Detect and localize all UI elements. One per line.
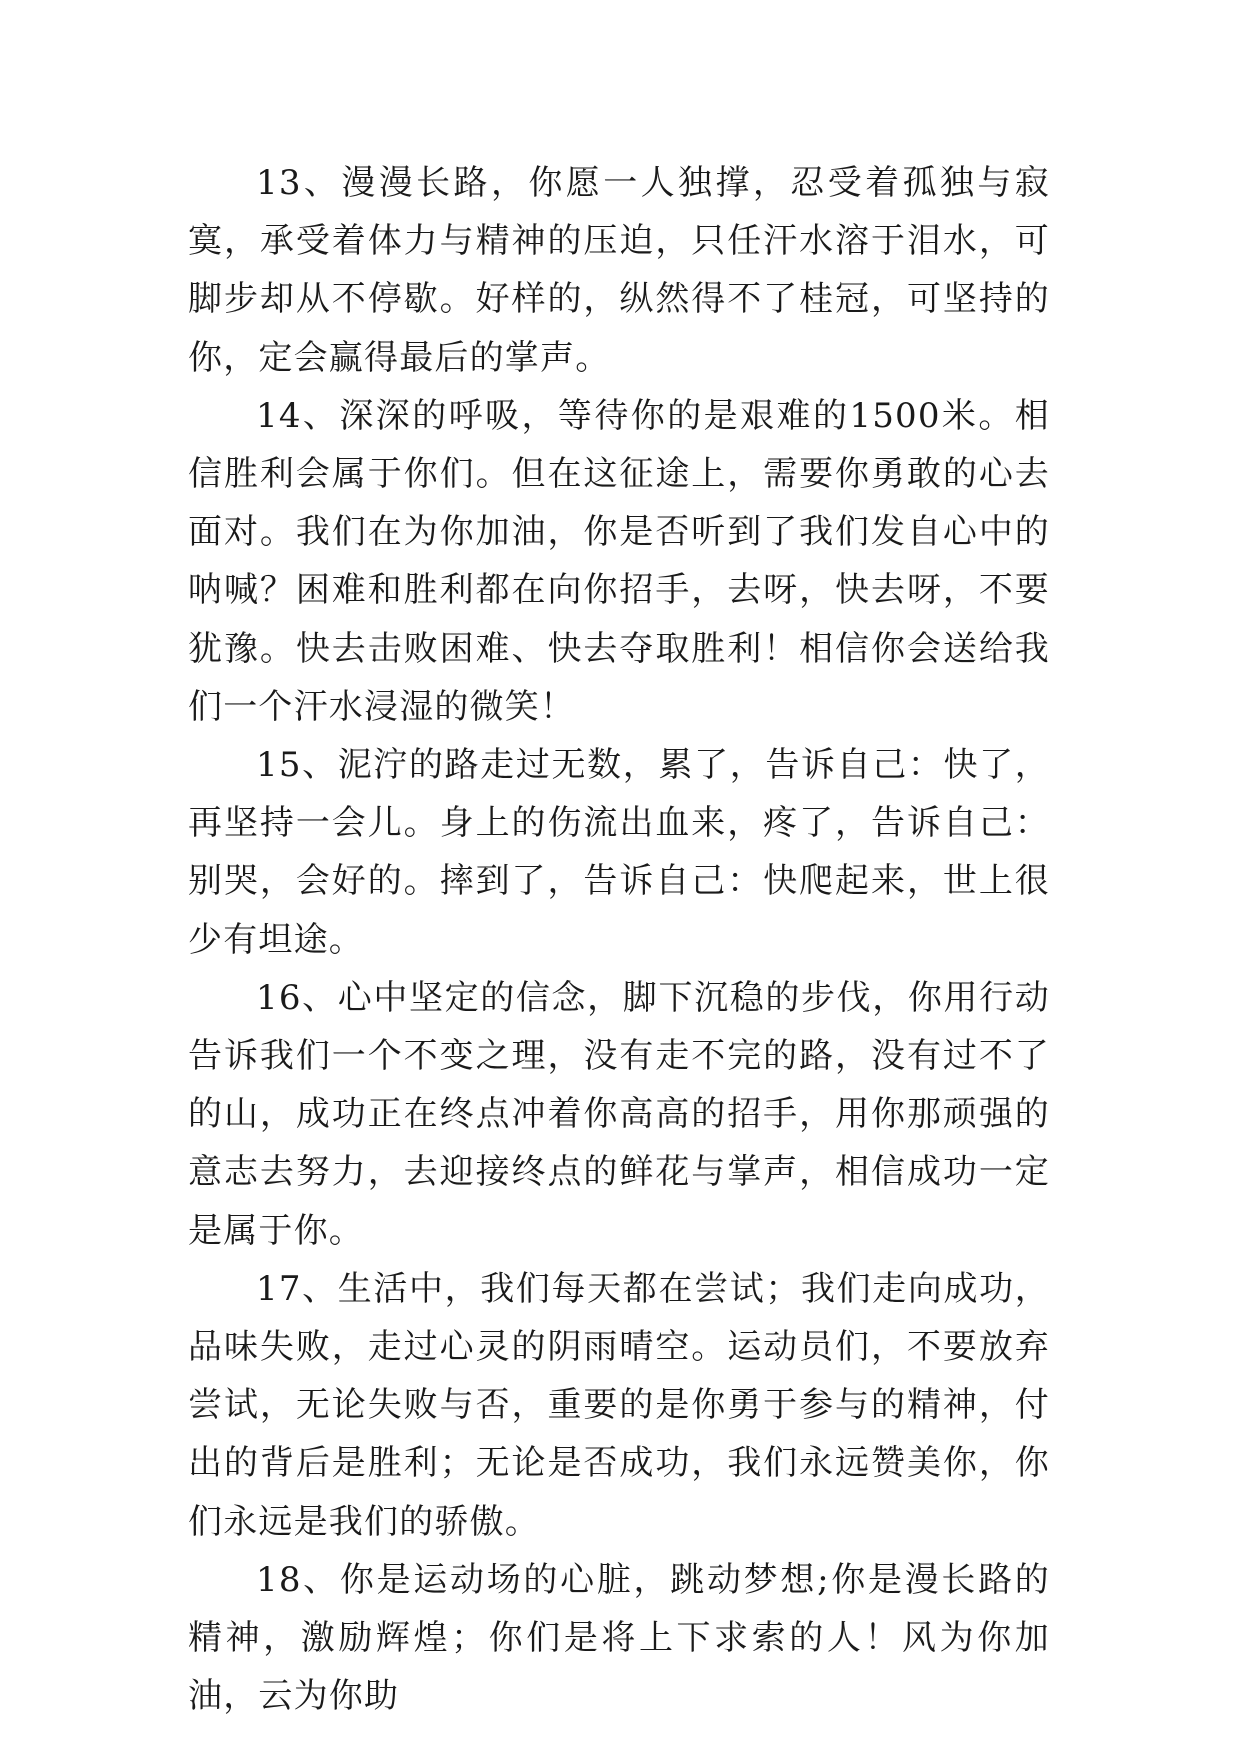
- paragraph-18: 18、你是运动场的心脏，跳动梦想;你是漫长路的精神，激励辉煌；你们是将上下求索的人！风为你加油，云为你助: [188, 1559, 1050, 1717]
- paragraph-14: 14、深深的呼吸，等待你的是艰难的1500米。相信胜利会属于你们。但在这征途上，需要你勇敢的心去面对。我们在为你加油，你是否听到了我们发自心中的呐喊？困难和胜利都在向你招手，去呀，快去呀，不要犹豫。快去击败困难、快去夺取胜利！相信你会送给我们一个汗水浸湿的微笑！: [188, 395, 1050, 727]
- paragraph-17: 17、生活中，我们每天都在尝试；我们走向成功，品味失败，走过心灵的阴雨晴空。运动员们，不要放弃尝试，无论失败与否，重要的是你勇于参与的精神，付出的背后是胜利；无论是否成功，我们永远赞美你，你们永远是我们的骄傲。: [188, 1268, 1050, 1542]
- paragraph-16: 16、心中坚定的信念，脚下沉稳的步伐，你用行动告诉我们一个不变之理，没有走不完的路，没有过不了的山，成功正在终点冲着你高高的招手，用你那顽强的意志去努力，去迎接终点的鲜花与掌声，相信成功一定是属于你。: [188, 977, 1050, 1251]
- paragraph-15: 15、泥泞的路走过无数，累了，告诉自己：快了，再坚持一会儿。身上的伤流出血来，疼了，告诉自己：别哭，会好的。摔到了，告诉自己：快爬起来，世上很少有坦途。: [188, 745, 1050, 960]
- paragraph-13: 13、漫漫长路，你愿一人独撑，忍受着孤独与寂寞，承受着体力与精神的压迫，只任汗水溶于泪水，可脚步却从不停歇。好样的，纵然得不了桂冠，可坚持的你，定会赢得最后的掌声。: [188, 163, 1050, 378]
- document-body: [188, 154, 1050, 1725]
